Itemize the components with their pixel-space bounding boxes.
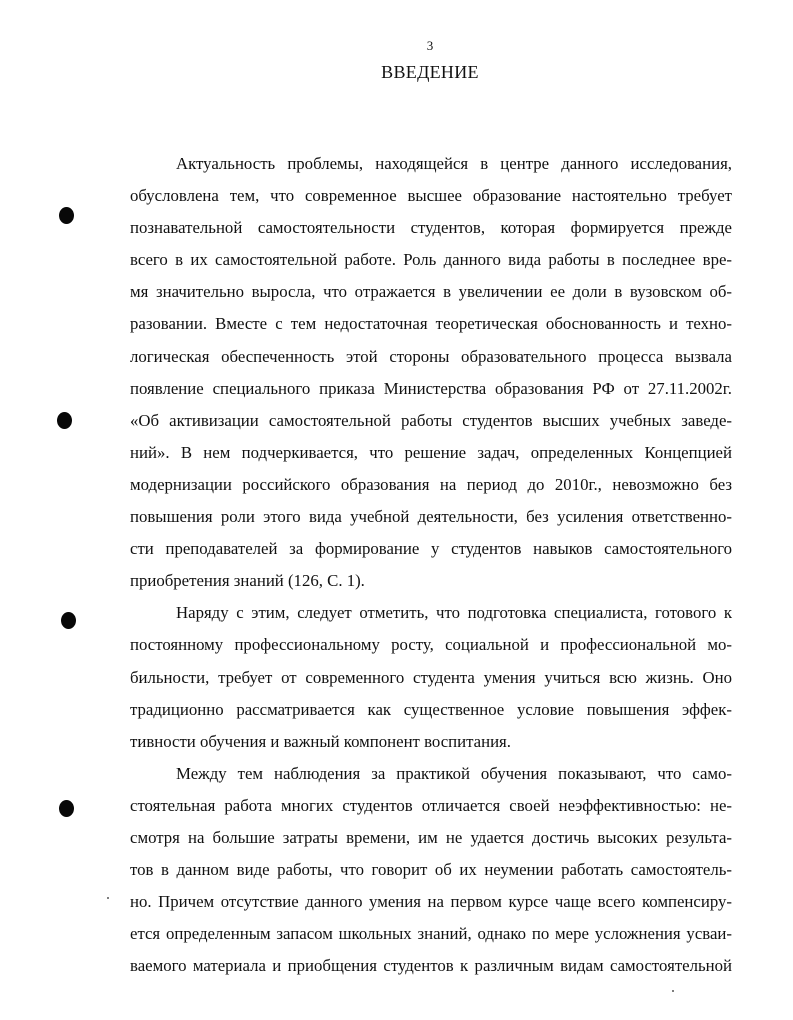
text-line: приобретения знаний (126, С. 1).: [130, 571, 365, 591]
text-line: логическая обеспеченность этой стороны образовательного процесса вызвала: [130, 346, 732, 366]
text-line: обусловлена тем, что современное высшее образование настоятельно требует: [130, 186, 732, 206]
text-line: традиционно рассматривается как существенное условие повышения эффек-: [130, 699, 732, 719]
punch-hole: [57, 412, 72, 429]
text-line: смотря на большие затраты времени, им не удается достичь высоких результа-: [130, 827, 732, 847]
text-line: ний». В нем подчеркивается, что решение задач, определенных Концепцией: [130, 442, 732, 462]
paragraph-2: [130, 597, 732, 757]
text-line: стоятельная работа многих студентов отличается своей неэффективностью: не-: [130, 795, 732, 815]
text-line: познавательной самостоятельности студентов, которая формируется прежде: [130, 218, 732, 238]
paragraph-3: [130, 758, 732, 983]
text-line: разовании. Вместе с тем недостаточная теоретическая обоснованность и техно-: [130, 314, 732, 334]
scan-speck: [107, 897, 109, 899]
page-number: 3: [426, 38, 434, 53]
text-line: Актуальность проблемы, находящейся в центре данного исследования,: [176, 154, 732, 173]
text-line: тов в данном виде работы, что говорит об их неумении работать самостоятель-: [130, 860, 732, 880]
punch-hole: [59, 207, 74, 224]
text-line: постоянному профессиональному росту, социальной и профессиональной мо-: [130, 635, 732, 655]
punch-hole: [59, 800, 74, 817]
text-line: сти преподавателей за формирование у студентов навыков самостоятельного: [130, 539, 732, 559]
text-line: но. Причем отсутствие данного умения на первом курсе чаще всего компенсиру-: [130, 892, 732, 912]
text-line: «Об активизации самостоятельной работы студентов высших учебных заведе-: [130, 410, 732, 430]
text-line: Между тем наблюдения за практикой обучения показывают, что само-: [176, 763, 732, 783]
paragraph-1: [130, 148, 732, 597]
text-line: тивности обучения и важный компонент воспитания.: [130, 731, 511, 751]
punch-hole: [61, 612, 76, 629]
scan-speck: [672, 990, 674, 992]
text-line: бильности, требует от современного студента умения учиться всю жизнь. Оно: [130, 667, 732, 687]
text-line: ваемого материала и приобщения студентов к различным видам самостоятельной: [130, 956, 732, 976]
text-line: повышения роли этого вида учебной деятельности, без усиления ответственно-: [130, 507, 732, 527]
text-line: модернизации российского образования на период до 2010г., невозможно без: [130, 474, 732, 494]
text-line: Наряду с этим, следует отметить, что подготовка специалиста, готового к: [176, 603, 732, 623]
section-heading: ВВЕДЕНИЕ: [381, 62, 479, 82]
text-line: мя значительно выросла, что отражается в увеличении ее доли в вузовском об-: [130, 282, 732, 302]
text-line: всего в их самостоятельной работе. Роль данного вида работы в последнее вре-: [130, 250, 732, 270]
text-line: появление специального приказа Министерства образования РФ от 27.11.2002г.: [130, 378, 732, 398]
body-text: [130, 148, 732, 982]
text-line: ется определенным запасом школьных знаний, однако по мере усложнения усваи-: [130, 924, 732, 944]
